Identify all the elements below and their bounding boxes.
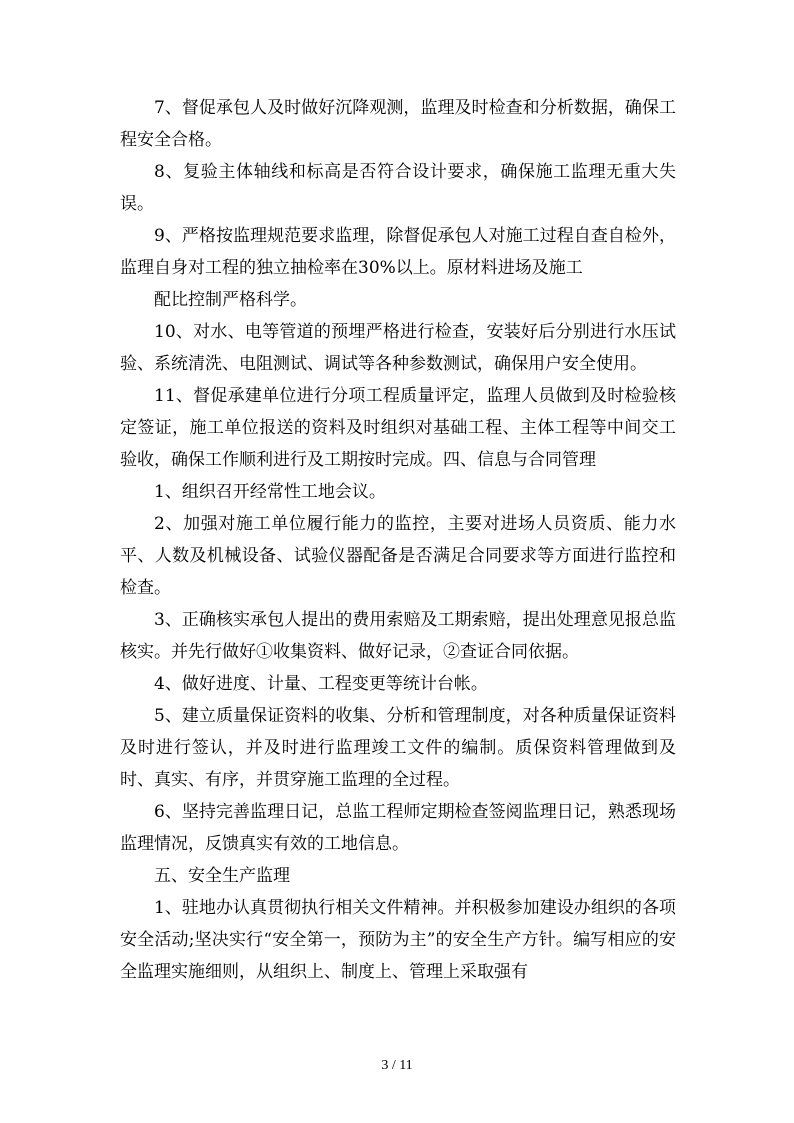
paragraph-item-9: 9、严格按监理规范要求监理，除督促承包人对施工过程自查自检外，监理自身对工程的独立抽检率在30%以上。原材料进场及施工 — [120, 226, 676, 278]
paragraph-info-3: 3、正确核实承包人提出的费用索赔及工期索赔，提出处理意见报总监核实。并先行做好①收集资料、做好记录，②查证合同依据。 — [120, 610, 676, 662]
paragraph-info-2: 2、加强对施工单位履行能力的监控，主要对进场人员资质、能力水平、人数及机械设备、试验仪器配备是否满足合同要求等方面进行监控和检查。 — [120, 514, 676, 598]
section-heading-safety: 五、安全生产监理 — [154, 866, 290, 886]
paragraph-item-10: 10、对水、电等管道的预埋严格进行检查，安装好后分别进行水压试验、系统清洗、电阻测试、调试等各种参数测试，确保用户安全使用。 — [120, 322, 676, 374]
paragraph-info-4: 4、做好进度、计量、工程变更等统计台帐。 — [154, 674, 488, 694]
paragraph-item-8: 8、复验主体轴线和标高是否符合设计要求，确保施工监理无重大失误。 — [120, 162, 676, 214]
page-number: 3 / 11 — [381, 1058, 413, 1073]
paragraph-item-7: 7、督促承包人及时做好沉降观测，监理及时检查和分析数据，确保工程安全合格。 — [120, 98, 676, 150]
paragraph-item-9-continued: 配比控制严格科学。 — [154, 290, 307, 310]
paragraph-info-1: 1、组织召开经常性工地会议。 — [154, 482, 386, 502]
paragraph-item-11: 11、督促承建单位进行分项工程质量评定，监理人员做到及时检验核定签证，施工单位报送的资料及时组织对基础工程、主体工程等中间交工验收，确保工作顺利进行及工期按时完成。四、信息与合同管理 — [120, 386, 676, 470]
document-body — [120, 92, 676, 988]
paragraph-info-5: 5、建立质量保证资料的收集、分析和管理制度，对各种质量保证资料及时进行签认，并及时进行监理竣工文件的编制。质保资料管理做到及时、真实、有序，并贯穿施工监理的全过程。 — [120, 706, 676, 790]
paragraph-info-6: 6、坚持完善监理日记，总监工程师定期检查签阅监理日记，熟悉现场监理情况，反馈真实有效的工地信息。 — [120, 802, 676, 854]
paragraph-safety-1: 1、驻地办认真贯彻执行相关文件精神。并积极参加建设办组织的各项安全活动;坚决实行“安全第一，预防为主”的安全生产方针。编写相应的安全监理实施细则，从组织上、制度上、管理上采取强有 — [120, 898, 676, 982]
